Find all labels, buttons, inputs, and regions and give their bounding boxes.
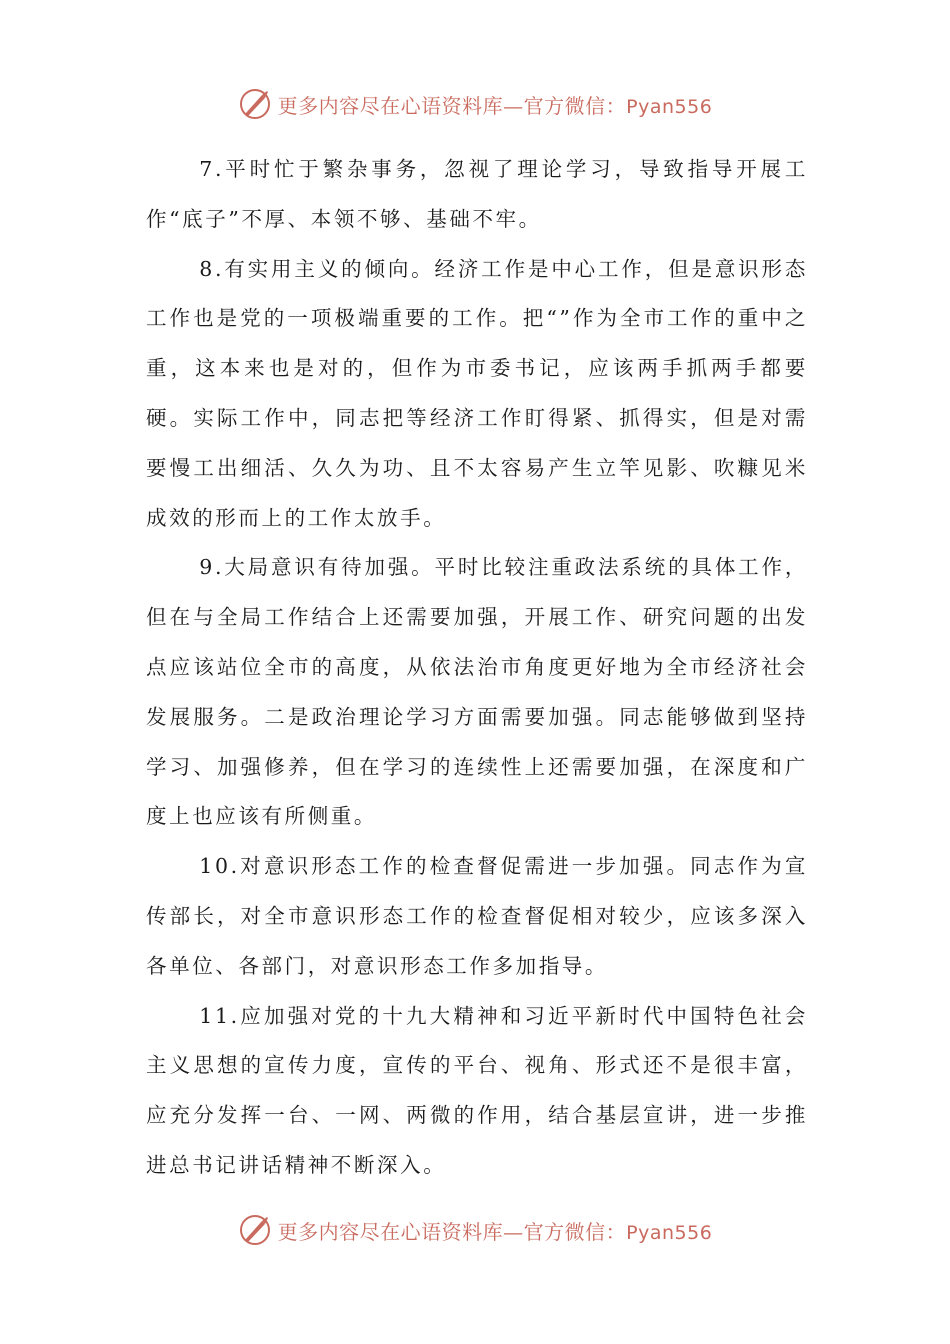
document-body [146, 145, 808, 1191]
quill-pen-seal-icon [238, 87, 272, 121]
watermark-wechat-id: Pyan556 [626, 95, 713, 118]
watermark-wechat-id: Pyan556 [626, 1221, 713, 1244]
footer-watermark [0, 1210, 950, 1250]
watermark-label: 更多内容尽在心语资料库—官方微信： [277, 1219, 627, 1244]
header-watermark [0, 84, 950, 124]
paragraph-11: 11.应加强对党的十九大精神和习近平新时代中国特色社会主义思想的宣传力度，宣传的平台、视角、形式还不是很丰富，应充分发挥一台、一网、两微的作用，结合基层宣讲，进一步推进总书记讲话精神不断深入。 [146, 1003, 808, 1177]
paragraph-7: 7.平时忙于繁杂事务，忽视了理论学习，导致指导开展工作“底子”不厚、本领不够、基础不牢。 [146, 157, 808, 231]
paragraph-8: 8.有实用主义的倾向。经济工作是中心工作，但是意识形态工作也是党的一项极端重要的工作。把“”作为全市工作的重中之重，这本来也是对的，但作为市委书记，应该两手抓两手都要硬。实际工作中，同志把等经济工作盯得紧、抓得实，但是对需要慢工出细活、久久为功、且不太容易产生立竿见影、吹糠见米成效的形而上的工作太放手。 [146, 256, 808, 530]
paragraph-10: 10.对意识形态工作的检查督促需进一步加强。同志作为宣传部长，对全市意识形态工作的检查督促相对较少，应该多深入各单位、各部门，对意识形态工作多加指导。 [146, 854, 808, 978]
watermark-text [278, 90, 713, 119]
watermark-text [278, 1216, 713, 1245]
watermark-label: 更多内容尽在心语资料库—官方微信： [277, 93, 627, 118]
paragraph-9: 9.大局意识有待加强。平时比较注重政法系统的具体工作，但在与全局工作结合上还需要加强，开展工作、研究问题的出发点应该站位全市的高度，从依法治市角度更好地为全市经济社会发展服务。二是政治理论学习方面需要加强。同志能够做到坚持学习、加强修养，但在学习的连续性上还需要加强，在深度和广度上也应该有所侧重。 [146, 555, 808, 829]
quill-pen-seal-icon [238, 1213, 272, 1247]
